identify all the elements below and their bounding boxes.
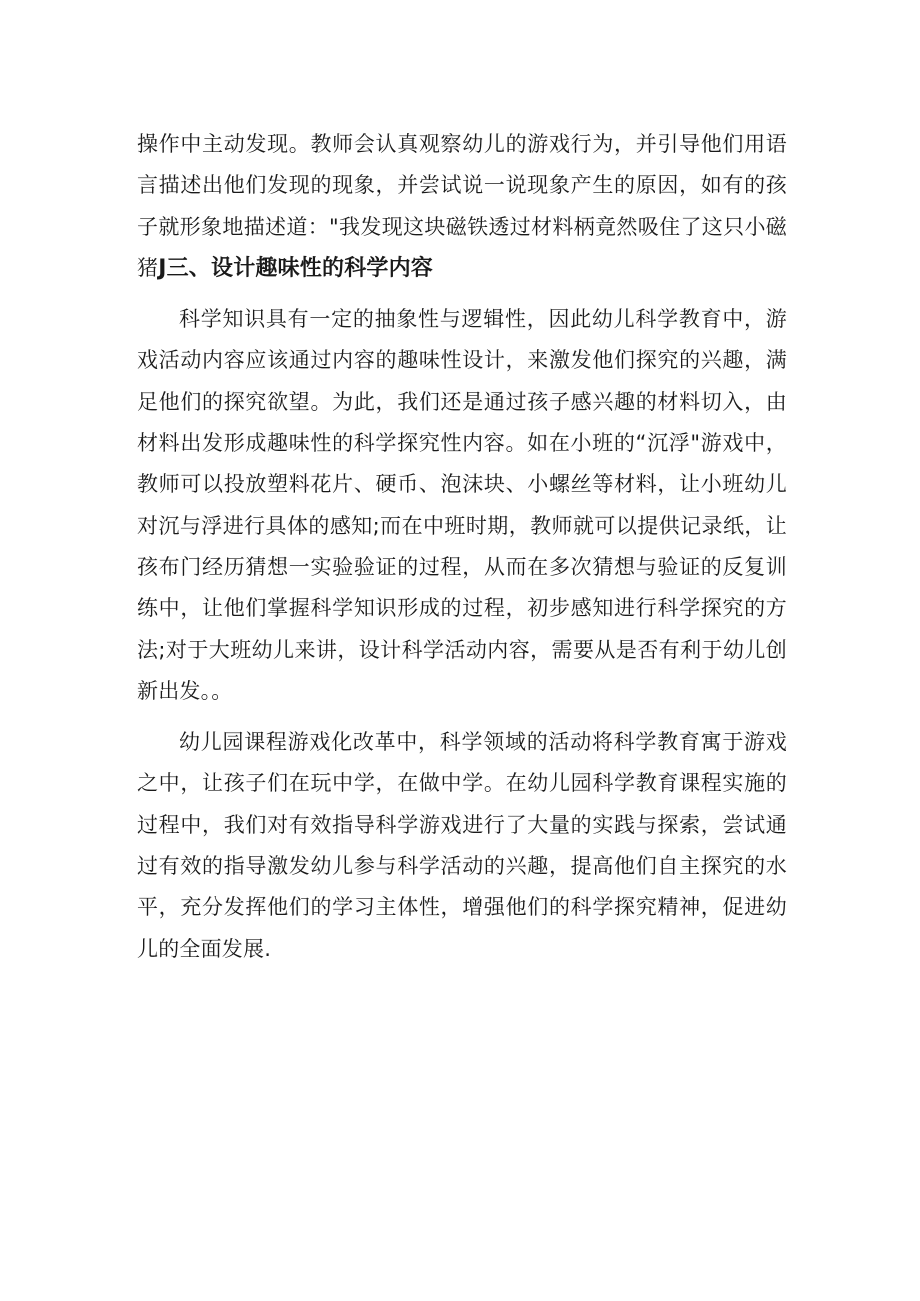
- paragraph-3: 幼儿园课程游戏化改革中，科学领域的活动将科学教育寓于游戏之中，让孩子们在玩中学，在做中学。在幼儿园科学教育课程实施的过程中，我们对有效指导科学游戏进行了大量的实践与探索，尝试通过有效的指导激发幼儿参与科学活动的兴趣，提高他们自主探究的水平，充分发挥他们的学习主体性，增强他们的科学探究精神，促进幼儿的全面发展.: [137, 730, 787, 961]
- paragraph-1: [137, 124, 787, 289]
- paragraph-gap: [137, 712, 787, 722]
- paragraph-2: 科学知识具有一定的抽象性与逻辑性，因此幼儿科学教育中，游戏活动内容应该通过内容的趣味性设计，来激发他们探究的兴趣，满足他们的探究欲望。为此，我们还是通过孩子感兴趣的材料切入，由材料出发形成趣味性的科学探究性内容。如在小班的“沉浮"游戏中，教师可以投放塑料花片、硬币、泡沫块、小螺丝等材料，让小班幼儿对沉与浮进行具体的感知;而在中班时期，教师就可以提供记录纸，让孩布门经历猜想一实验验证的过程，从而在多次猜想与验证的反复训练中，让他们掌握科学知识形成的过程，初步感知进行科学探究的方法;对于大班幼儿来讲，设计科学活动内容，需要从是否有利于幼儿创新出发。。: [137, 307, 787, 703]
- paragraph-gap: [137, 289, 787, 299]
- paragraph-1-text: 操作中主动发现。教师会认真观察幼儿的游戏行为，并引导他们用语言描述出他们发现的现象，并尝试说一说现象产生的原因，如有的孩子就形象地描述道："我发现这块磁铁透过材料柄竟然吸住了这只小磁猪: [137, 132, 787, 280]
- section-heading: J三、设计趣味性的科学内容: [158, 255, 433, 281]
- document-body: [137, 124, 787, 970]
